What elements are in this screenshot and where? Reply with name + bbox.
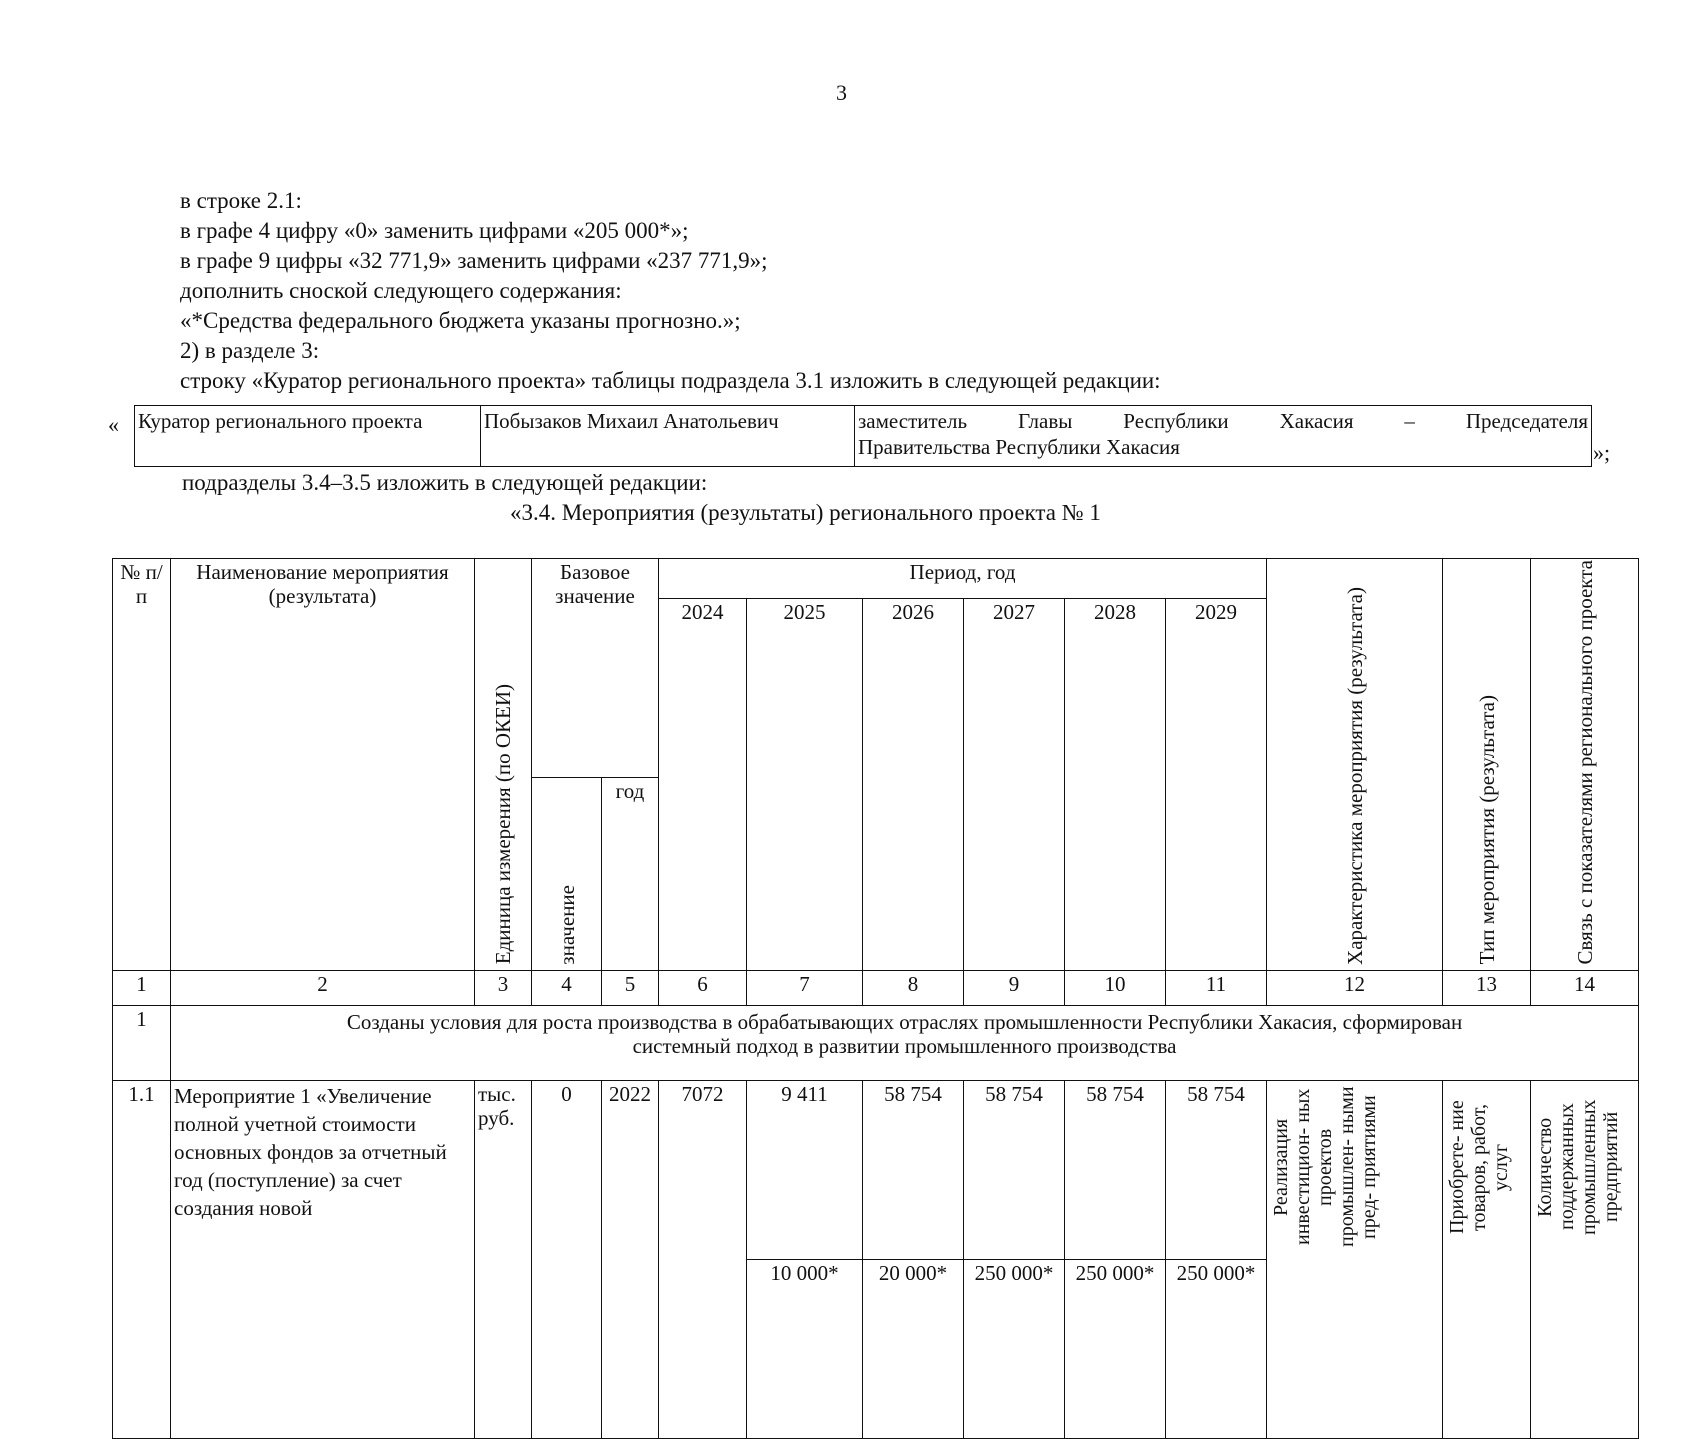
col-number: 8 <box>863 971 964 1006</box>
col-number: 5 <box>602 971 659 1006</box>
table-title: «3.4. Мероприятия (результаты) регионального проекта № 1 <box>510 500 1101 525</box>
section-num: 1 <box>113 1006 171 1081</box>
row-link: Количество поддержанных промышленных предприятий <box>1531 1081 1639 1439</box>
row-2025-federal: 10 000* <box>770 1261 839 1286</box>
column-number-row <box>113 971 1639 1006</box>
header-year-2025: 2025 <box>747 599 863 971</box>
row-2028 <box>1065 1081 1166 1439</box>
header-year-2026: 2026 <box>863 599 964 971</box>
paragraph-6: 2) в разделе 3: <box>180 338 320 363</box>
header-name: Наименование мероприятия (результата) <box>171 559 475 971</box>
col-number: 10 <box>1065 971 1166 1006</box>
header-unit: Единица измерения (по ОКЕИ) <box>475 559 532 971</box>
row-unit: тыс. руб. <box>475 1081 532 1439</box>
header-period: Период, год <box>659 559 1267 599</box>
curator-open-quote: « <box>108 412 119 437</box>
col-number: 7 <box>747 971 863 1006</box>
paragraph-3: в графе 9 цифры «32 771,9» заменить цифрами «237 771,9»; <box>180 248 768 273</box>
header-year-2024: 2024 <box>659 599 747 971</box>
curator-position-line2: Правительства Республики Хакасия <box>858 435 1180 459</box>
row-2027 <box>964 1081 1065 1439</box>
section-row <box>113 1006 1639 1081</box>
header-type: Тип мероприятия (результата) <box>1443 559 1531 971</box>
row-name: Мероприятие 1 «Увеличение полной учетной стоимости основных фондов за отчетный год (поступление) за счет создания новой <box>171 1081 475 1439</box>
row-characteristic: Реализация инвестицион- ных проектов промышлен- ными пред- приятиями <box>1267 1081 1443 1439</box>
col-number: 11 <box>1166 971 1267 1006</box>
curator-row <box>135 406 1592 467</box>
paragraph-7: строку «Куратор регионального проекта» таблицы подраздела 3.1 изложить в следующей редакции: <box>180 368 1161 393</box>
header-base: Базовое значение <box>532 559 659 778</box>
header-year-2029: 2029 <box>1166 599 1267 971</box>
header-characteristic: Характеристика мероприятия (результата) <box>1267 559 1443 971</box>
header-base-value: значение <box>532 778 602 971</box>
row-2025 <box>747 1081 863 1439</box>
col-number: 1 <box>113 971 171 1006</box>
curator-position <box>855 406 1592 467</box>
paragraph-1: в строке 2.1: <box>180 188 302 213</box>
col-number: 13 <box>1443 971 1531 1006</box>
row-type: Приобрете- ние товаров, работ, услуг <box>1443 1081 1531 1439</box>
header-link: Связь с показателями регионального проекта <box>1531 559 1639 971</box>
row-2028-federal: 250 000* <box>1075 1261 1155 1286</box>
row-2026-federal: 20 000* <box>878 1261 948 1286</box>
row-2024: 7072 <box>659 1081 747 1439</box>
curator-role: Куратор регионального проекта <box>135 406 481 467</box>
header-num: № п/п <box>113 559 171 971</box>
curator-table <box>134 405 1592 467</box>
row-num: 1.1 <box>113 1081 171 1439</box>
row-2029-value: 58 754 <box>1166 1081 1266 1260</box>
row-2026 <box>863 1081 964 1439</box>
paragraph-5: «*Средства федерального бюджета указаны прогнозно.»; <box>180 308 741 333</box>
page-number: 3 <box>836 80 847 105</box>
header-year-2028: 2028 <box>1065 599 1166 971</box>
header-base-year: год <box>602 778 659 971</box>
row-2029 <box>1166 1081 1267 1439</box>
col-number: 2 <box>171 971 475 1006</box>
col-number: 6 <box>659 971 747 1006</box>
col-number: 12 <box>1267 971 1443 1006</box>
section-text: Созданы условия для роста производства в обрабатывающих отраслях промышленности Республики Хакасия, сформирован системный подход в развитии промышленного производства <box>171 1006 1639 1081</box>
col-number: 3 <box>475 971 532 1006</box>
paragraph-2: в графе 4 цифру «0» заменить цифрами «205 000*»; <box>180 218 689 243</box>
curator-name: Побызаков Михаил Анатольевич <box>481 406 855 467</box>
col-number: 9 <box>964 971 1065 1006</box>
header-year-2027: 2027 <box>964 599 1065 971</box>
row-2027-federal: 250 000* <box>974 1261 1054 1286</box>
paragraph-4: дополнить сноской следующего содержания: <box>180 278 622 303</box>
row-2028-value: 58 754 <box>1065 1081 1165 1260</box>
row-base-value: 0 <box>532 1081 602 1439</box>
row-base-year: 2022 <box>602 1081 659 1439</box>
curator-close-quote: »; <box>1593 440 1611 465</box>
col-number: 4 <box>532 971 602 1006</box>
row-2026-value: 58 754 <box>863 1081 963 1260</box>
curator-position-line1: заместитель Главы Республики Хакасия – Председателя <box>858 409 1588 433</box>
subsections-text: подразделы 3.4–3.5 изложить в следующей редакции: <box>182 470 708 495</box>
events-table <box>112 558 1639 1439</box>
row-2029-federal: 250 000* <box>1176 1261 1256 1286</box>
table-row <box>113 1081 1639 1439</box>
row-2027-value: 58 754 <box>964 1081 1064 1260</box>
col-number: 14 <box>1531 971 1639 1006</box>
row-2025-value: 9 411 <box>747 1081 862 1260</box>
